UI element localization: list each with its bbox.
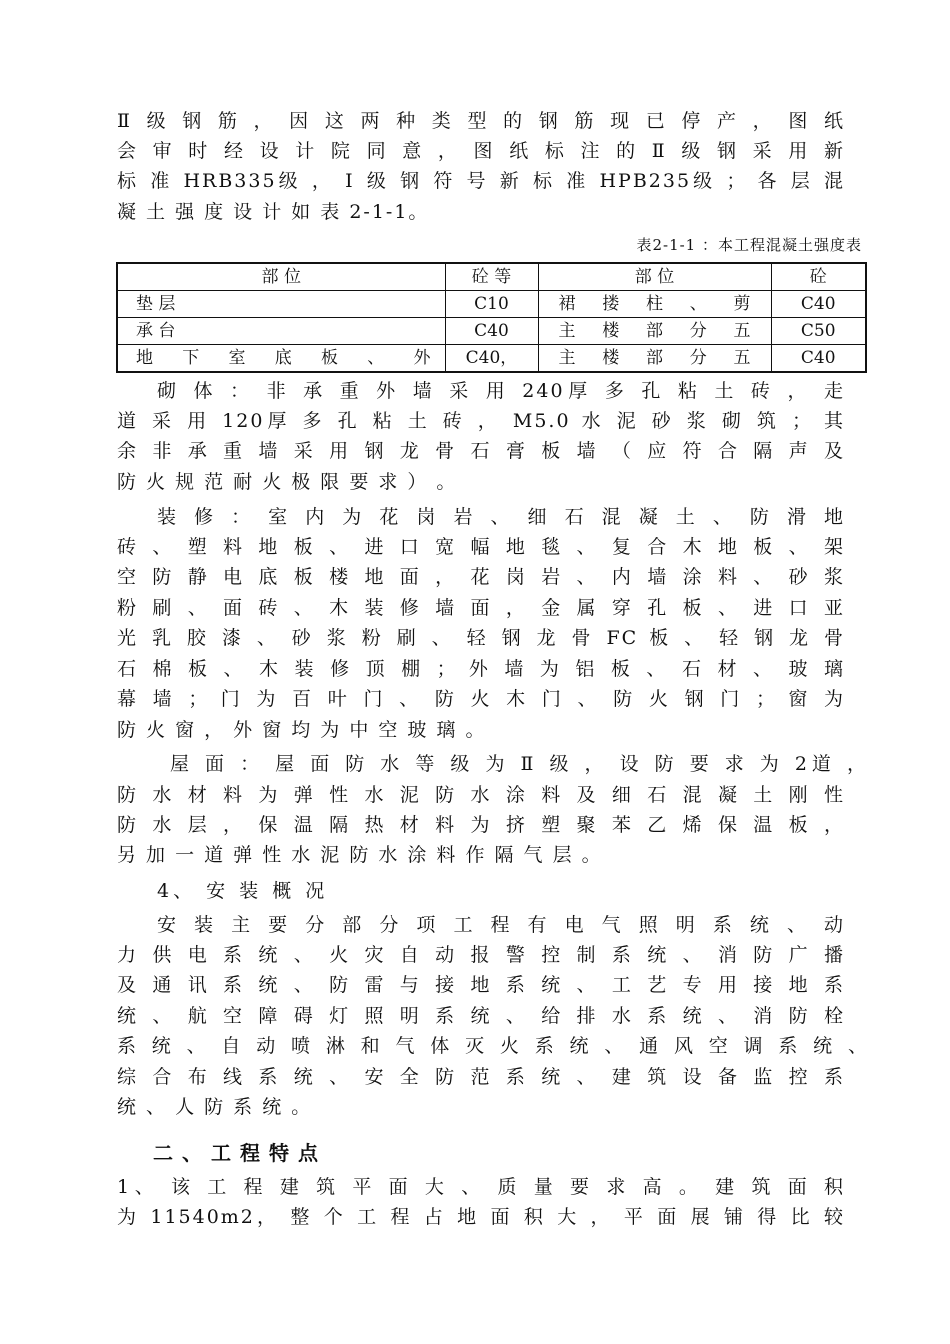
table-cell: 主 楼 部 分 五 — [538, 345, 771, 373]
table-cell: 垫 层 — [117, 291, 445, 318]
install-line-7: 统 、 人 防 系 统 。 — [117, 1096, 313, 1118]
finish-line-1: 装 修 ： 室 内 为 花 岗 岩 、 细 石 混 凝 土 、 防 滑 地 — [157, 506, 845, 528]
roof-line-1: 屋 面 ： 屋 面 防 水 等 级 为 Ⅱ 级 ， 设 防 要 求 为 2道 ， — [170, 753, 868, 775]
finish-line-3: 空 防 静 电 底 板 楼 地 面 ， 花 岗 岩 、 内 墙 涂 料 、 砂 浆 — [117, 566, 845, 588]
install-line-2: 力 供 电 系 统 、 火 灾 自 动 报 警 控 制 系 统 、 消 防 广 播 — [117, 944, 845, 966]
roof-line-4: 另 加 一 道 弹 性 水 泥 防 水 涂 料 作 隔 气 层 。 — [117, 844, 603, 866]
install-line-3: 及 通 讯 系 统 、 防 雷 与 接 地 系 统 、 工 艺 专 用 接 地 系 — [117, 974, 845, 996]
intro-line-4: 凝 土 强 度 设 计 如 表 2-1-1。 — [117, 201, 430, 223]
roof-line-3: 防 水 层 ， 保 温 隔 热 材 料 为 挤 塑 聚 苯 乙 烯 保 温 板 ， — [117, 814, 845, 836]
masonry-line-4: 防 火 规 范 耐 火 极 限 要 求 ） 。 — [117, 471, 458, 493]
masonry-line-1: 砌 体 ： 非 承 重 外 墙 采 用 240厚 多 孔 粘 土 砖 ， 走 — [157, 380, 845, 402]
header-location-2: 部 位 — [538, 263, 771, 291]
finish-line-4: 粉 刷 、 面 砖 、 木 装 修 墙 面 ， 金 属 穿 孔 板 、 进 口 亚 — [117, 597, 845, 619]
table-cell: C50 — [771, 318, 866, 345]
table-row — [117, 345, 866, 373]
table-row — [117, 318, 866, 345]
section-heading: 二、工程特点 — [153, 1141, 327, 1165]
table-caption: 表2-1-1 ：本工程混凝土强度表 — [636, 236, 862, 254]
table-cell: C40， — [445, 345, 538, 373]
intro-line-2: 会 审 时 经 设 计 院 同 意 ， 图 纸 标 注 的 Ⅱ 级 钢 采 用 新 — [117, 140, 845, 162]
finish-line-8: 防 火 窗 ， 外 窗 均 为 中 空 玻 璃 。 — [117, 719, 487, 741]
install-line-1: 安 装 主 要 分 部 分 项 工 程 有 电 气 照 明 系 统 、 动 — [157, 914, 845, 936]
install-line-4: 统 、 航 空 障 碍 灯 照 明 系 统 、 给 排 水 系 统 、 消 防 栓 — [117, 1005, 845, 1027]
table-cell: C40 — [771, 345, 866, 373]
table-header-row — [117, 263, 866, 291]
masonry-line-2: 道 采 用 120厚 多 孔 粘 土 砖 ， M5.0 水 泥 砂 浆 砌 筑 ； 其 — [117, 410, 845, 432]
table-cell: C10 — [445, 291, 538, 318]
intro-line-1: Ⅱ 级 钢 筋 ， 因 这 两 种 类 型 的 钢 筋 现 已 停 产 ， 图 纸 — [117, 110, 845, 132]
header-location-1: 部 位 — [117, 263, 445, 291]
table-row — [117, 291, 866, 318]
table-cell: C40 — [445, 318, 538, 345]
finish-line-2: 砖 、 塑 料 地 板 、 进 口 宽 幅 地 毯 、 复 合 木 地 板 、 架 — [117, 536, 845, 558]
intro-line-3: 标 准 HRB335级 ， Ⅰ 级 钢 符 号 新 标 准 HPB235级 ； 各 层 混 — [117, 170, 845, 192]
finish-line-5: 光 乳 胶 漆 、 砂 浆 粉 刷 、 轻 钢 龙 骨 FC 板 、 轻 钢 龙 骨 — [117, 627, 845, 649]
table-cell: 裙 搂 柱 、 剪 — [538, 291, 771, 318]
roof-line-2: 防 水 材 料 为 弹 性 水 泥 防 水 涂 料 及 细 石 混 凝 土 刚 性 — [117, 784, 845, 806]
table-cell: 主 楼 部 分 五 — [538, 318, 771, 345]
table-cell: 承 台 — [117, 318, 445, 345]
table-cell: C40 — [771, 291, 866, 318]
table-cell: 地 下 室 底 板 、 外 — [117, 345, 445, 373]
finish-line-7: 幕 墙 ； 门 为 百 叶 门 、 防 火 木 门 、 防 火 钢 门 ； 窗 为 — [117, 688, 845, 710]
feature-line-1: 1、 该 工 程 建 筑 平 面 大 、 质 量 要 求 高 。 建 筑 面 积 — [117, 1176, 845, 1198]
feature-line-2: 为 11540m2， 整 个 工 程 占 地 面 积 大 ， 平 面 展 铺 得 比 较 — [117, 1206, 845, 1228]
install-subheading: 4、 安 装 概 况 — [157, 880, 329, 902]
install-line-5: 系 统 、 自 动 喷 淋 和 气 体 灭 火 系 统 、 通 风 空 调 系 统 、 — [117, 1035, 869, 1057]
install-line-6: 综 合 布 线 系 统 、 安 全 防 范 系 统 、 建 筑 设 备 监 控 系 — [117, 1066, 845, 1088]
header-grade-1: 砼 等 — [445, 263, 538, 291]
finish-line-6: 石 棉 板 、 木 装 修 顶 棚 ； 外 墙 为 铝 板 、 石 材 、 玻 璃 — [117, 658, 845, 680]
masonry-line-3: 余 非 承 重 墙 采 用 钢 龙 骨 石 膏 板 墙 （ 应 符 合 隔 声 及 — [117, 440, 845, 462]
concrete-strength-table — [116, 262, 867, 373]
header-grade-2: 砼 — [771, 263, 866, 291]
